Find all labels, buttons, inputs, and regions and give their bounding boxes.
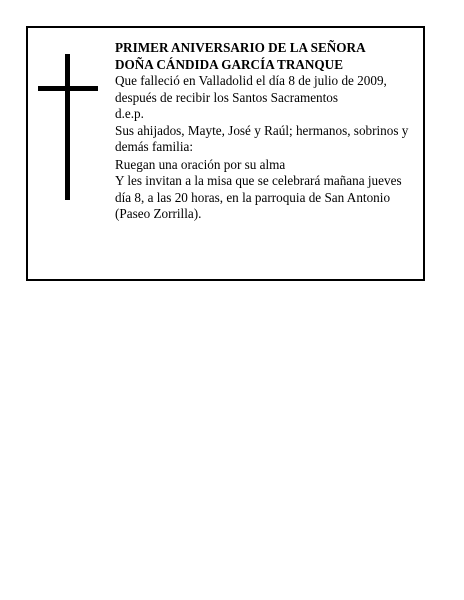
cross-icon: [38, 54, 98, 200]
death-statement: Que falleció en Valladolid el día 8 de julio de 2009, después de recibir los Santos Sacramentos: [115, 73, 387, 105]
cross-horizontal-bar: [38, 86, 98, 91]
notice-heading-line-1: PRIMER ANIVERSARIO DE LA SEÑORA: [115, 40, 366, 55]
family-text: Sus ahijados, Mayte, José y Raúl; hermanos, sobrinos y demás familia:: [115, 122, 409, 154]
prayer-request: Ruegan una oración por su alma: [115, 156, 286, 172]
rip-text: d.e.p.: [115, 106, 144, 121]
deceased-name: DOÑA CÁNDIDA GARCÍA TRANQUE: [115, 56, 343, 72]
notice-text: [115, 40, 420, 223]
cross-vertical-bar: [65, 54, 70, 200]
mass-invitation: Y les invitan a la misa que se celebrará mañana jueves día 8, a las 20 horas, en la parroquia de San Antonio (Paseo Zorrilla).: [115, 173, 402, 221]
obituary-notice: [26, 26, 425, 281]
